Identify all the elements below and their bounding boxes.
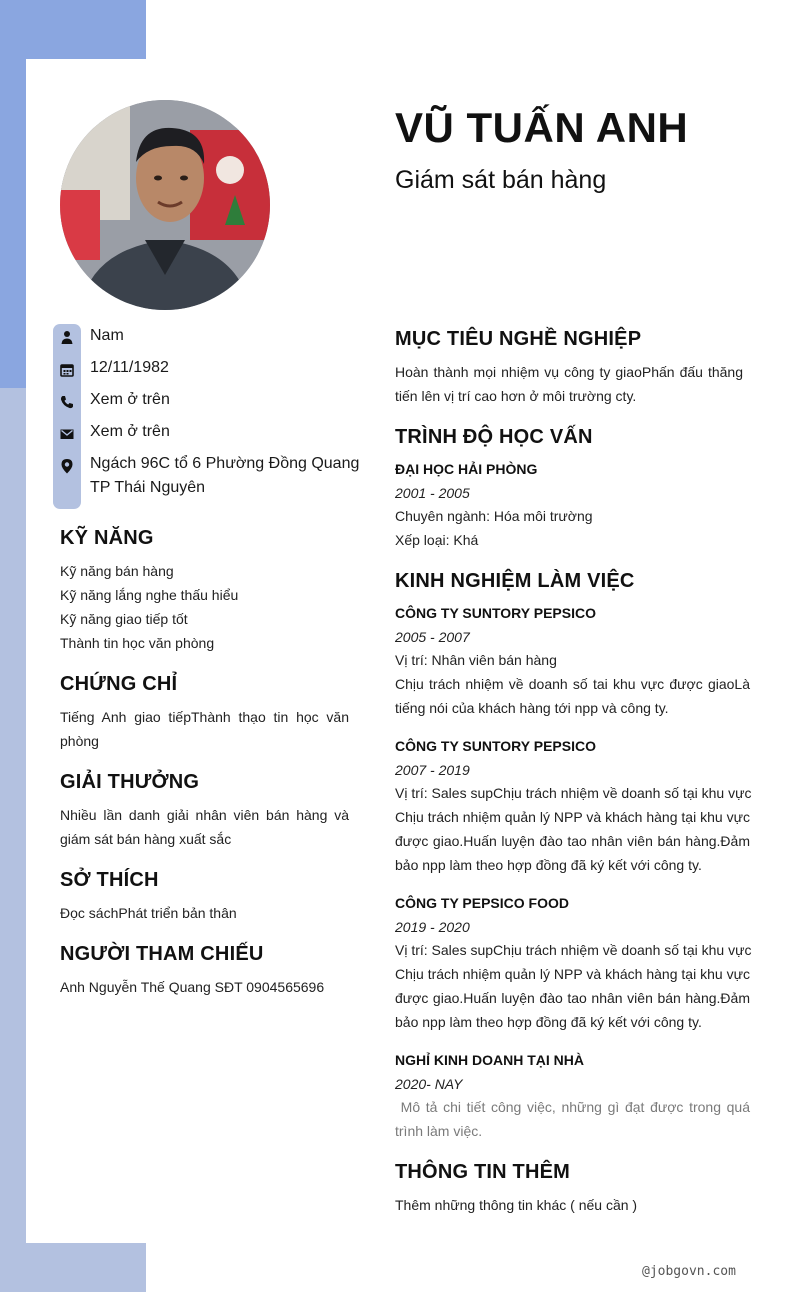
contact-gender: Nam xyxy=(90,327,124,344)
extra-info-text: Thêm những thông tin khác ( nếu cần ) xyxy=(395,1197,638,1213)
hobbies-heading: SỞ THÍCH xyxy=(60,869,159,891)
job-company: NGHỈ KINH DOANH TẠI NHÀ xyxy=(395,1052,584,1068)
references-heading: NGƯỜI THAM CHIẾU xyxy=(60,943,264,965)
job-line: Vị trí: Sales supChịu trách nhiệm về doanh số tại khu vực xyxy=(395,785,752,801)
job-line: được giao.Huấn luyện đào tao nhân viên bán hàng.Đảm xyxy=(395,833,750,849)
education-heading: TRÌNH ĐỘ HỌC VẤN xyxy=(395,426,593,448)
job-company: CÔNG TY SUNTORY PEPSICO xyxy=(395,738,596,754)
objective-text-line-2: tiến lên vị trí cao hơn ở môi trường cty. xyxy=(395,388,637,404)
mail-icon xyxy=(59,426,75,442)
awards-heading: GIẢI THƯỞNG xyxy=(60,771,200,793)
job-period: 2020- NAY xyxy=(395,1076,463,1092)
contact-email: Xem ở trên xyxy=(90,423,170,440)
objective-text-line-1: Hoàn thành mọi nhiệm vụ công ty giaoPhấn đấu thăng xyxy=(395,364,743,380)
certificates-heading: CHỨNG CHỈ xyxy=(60,673,178,695)
skill-item: Kỹ năng giao tiếp tốt xyxy=(60,611,188,627)
job-line: tiếng nói của khách hàng tới npp và công ty. xyxy=(395,700,669,716)
job-line: trình làm việc. xyxy=(395,1123,483,1139)
objective-heading: MỤC TIÊU NGHỀ NGHIỆP xyxy=(395,328,642,350)
location-icon xyxy=(59,458,75,474)
references-text: Anh Nguyễn Thế Quang SĐT 0904565696 xyxy=(60,979,325,995)
skill-item: Kỹ năng bán hàng xyxy=(60,563,174,579)
job-period: 2005 - 2007 xyxy=(395,629,470,645)
contact-address-line-2: TP Thái Nguyên xyxy=(90,479,206,496)
job-line: Vị trí: Nhân viên bán hàng xyxy=(395,652,557,668)
job-company: CÔNG TY PEPSICO FOOD xyxy=(395,895,569,911)
job-line: Chịu trách nhiệm quản lý NPP và khách hàng tại khu vực xyxy=(395,966,750,982)
profile-photo-illustration xyxy=(60,100,270,310)
person-icon xyxy=(59,329,75,345)
extra-info-heading: THÔNG TIN THÊM xyxy=(395,1161,571,1183)
contact-icon-bar xyxy=(53,324,81,509)
job-period: 2019 - 2020 xyxy=(395,919,470,935)
contact-phone: Xem ở trên xyxy=(90,391,170,408)
certificates-text-line-1: Tiếng Anh giao tiếpThành thạo tin học văn xyxy=(60,709,349,725)
awards-text-line-2: giám sát bán hàng xuất sắc xyxy=(60,831,232,847)
calendar-icon xyxy=(59,362,75,378)
job-line: Chịu trách nhiệm về doanh số tai khu vực được giaoLà xyxy=(395,676,750,692)
skills-heading: KỸ NĂNG xyxy=(60,527,154,549)
job-line: được giao.Huấn luyện đào tao nhân viên bán hàng.Đảm xyxy=(395,990,750,1006)
education-grade: Xếp loại: Khá xyxy=(395,532,479,548)
certificates-text-line-2: phòng xyxy=(60,733,99,749)
job-line: Chịu trách nhiệm quản lý NPP và khách hàng tại khu vực xyxy=(395,809,750,825)
education-period: 2001 - 2005 xyxy=(395,485,470,501)
job-period: 2007 - 2019 xyxy=(395,762,470,778)
job-line: bảo npp làm theo hợp đồng đã ký kết với công ty. xyxy=(395,857,702,873)
contact-birthday: 12/11/1982 xyxy=(90,359,169,376)
education-school: ĐẠI HỌC HẢI PHÒNG xyxy=(395,461,538,477)
candidate-name: VŨ TUẤN ANH xyxy=(395,104,689,151)
job-line: Mô tả chi tiết công việc, những gì đạt được trong quá xyxy=(395,1099,750,1115)
skill-item: Kỹ năng lắng nghe thấu hiểu xyxy=(60,587,239,603)
contact-address-line-1: Ngách 96C tổ 6 Phường Đồng Quang xyxy=(90,455,360,472)
experience-heading: KINH NGHIỆM LÀM VIỆC xyxy=(395,570,635,592)
job-company: CÔNG TY SUNTORY PEPSICO xyxy=(395,605,596,621)
education-major: Chuyên ngành: Hóa môi trường xyxy=(395,508,593,524)
hobbies-text: Đọc sáchPhát triển bản thân xyxy=(60,905,237,921)
skill-item: Thành tin học văn phòng xyxy=(60,635,215,651)
awards-text-line-1: Nhiều lần danh giải nhân viên bán hàng và xyxy=(60,807,349,823)
profile-photo xyxy=(60,100,270,310)
phone-icon xyxy=(59,394,75,410)
job-line: bảo npp làm theo hợp đồng đã ký kết với công ty. xyxy=(395,1014,702,1030)
candidate-position: Giám sát bán hàng xyxy=(395,166,607,194)
footer-watermark: @jobgovn.com xyxy=(642,1264,736,1279)
job-line: Vị trí: Sales supChịu trách nhiệm về doanh số tại khu vực xyxy=(395,942,752,958)
